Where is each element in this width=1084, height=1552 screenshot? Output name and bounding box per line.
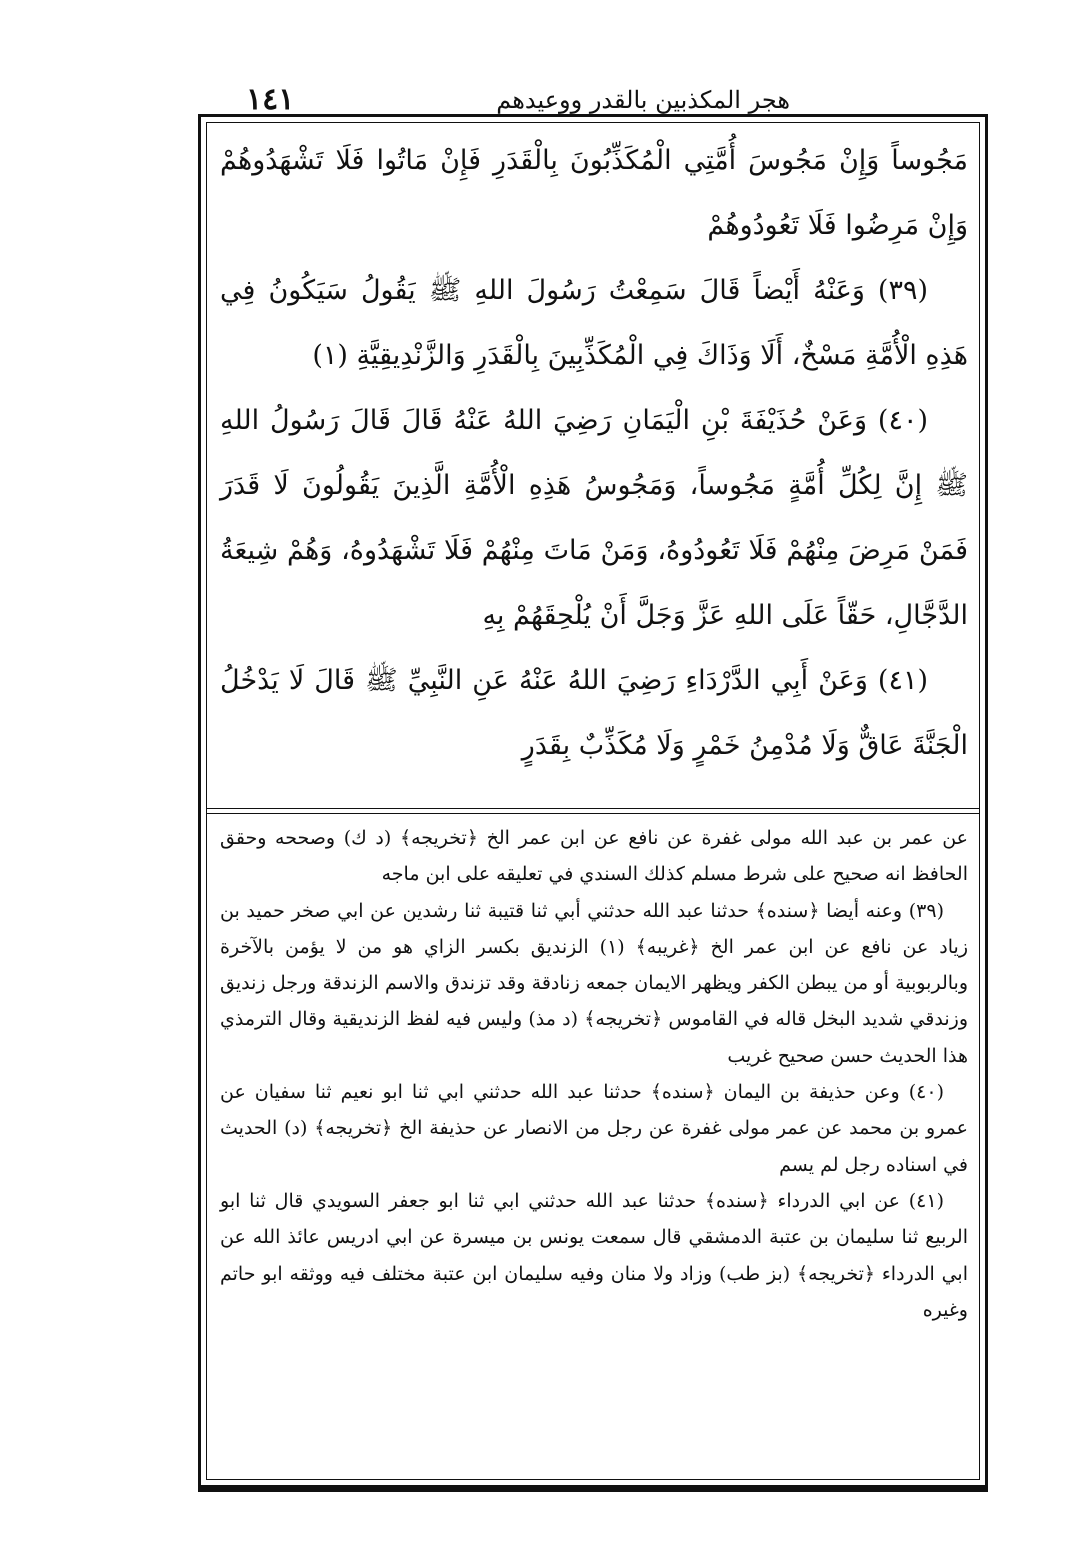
footnote-40: (٤٠) وعن حذيفة بن اليمان ﴿سنده﴾ حدثنا عبد الله حدثني ابي ثنا ابو نعيم ثنا سفيان عن عمرو بن محمد عن عمر مولى غفرة عن رجل من الانصار عن حذيفة الخ ﴿تخريجه﴾ (د) الحديث في اسناده رجل لم يسم <box>220 1081 968 1176</box>
running-title: هجر المكذبين بالقدر ووعيدهم <box>496 86 790 114</box>
footnotes <box>220 820 968 1328</box>
main-text <box>220 128 968 778</box>
hadith-40: (٤٠) وَعَنْ حُذَيْفَةَ بْنِ الْيَمَانِ رَضِيَ اللهُ عَنْهُ قَالَ قَالَ رَسُولُ اللهِ ﷺ إِنَّ لِكُلِّ أُمَّةٍ مَجُوساً، وَمَجُوسُ هَذِهِ الْأُمَّةِ الَّذِينَ يَقُولُونَ لَا قَدَرَ فَمَنْ مَرِضَ مِنْهُمْ فَلَا تَعُودُوهُ، وَمَنْ مَاتَ مِنْهُمْ فَلَا تَشْهَدُوهُ، وَهُمْ شِيعَةُ الدَّجَّالِ، حَقّاً عَلَى اللهِ عَزَّ وَجَلَّ أَنْ يُلْحِقَهُمْ بِهِ <box>220 405 968 631</box>
footnote-38: عن عمر بن عبد الله مولى غفرة عن نافع عن ابن عمر الخ ﴿تخريجه﴾ (د ك) وصححه وحقق الحافظ انه صحيح على شرط مسلم كذلك السندي في تعليقه على ابن ماجه <box>220 827 968 886</box>
page-header <box>230 82 790 118</box>
footnote-divider <box>206 808 980 814</box>
page-number: ١٤١ <box>246 82 295 117</box>
main-paragraph: مَجُوساً وَإِنْ مَجُوسَ أُمَّتِي الْمُكَذِّبُونَ بِالْقَدَرِ فَإِنْ مَاتُوا فَلَا تَشْهَدُوهُمْ وَإِنْ مَرِضُوا فَلَا تَعُودُوهُمْ <box>220 145 968 241</box>
bottom-rule <box>198 1488 988 1492</box>
hadith-41: (٤١) وَعَنْ أَبِي الدَّرْدَاءِ رَضِيَ اللهُ عَنْهُ عَنِ النَّبِيِّ ﷺ قَالَ لَا يَدْخُلُ الْجَنَّةَ عَاقٌّ وَلَا مُدْمِنُ خَمْرٍ وَلَا مُكَذِّبٌ بِقَدَرٍ <box>220 665 968 761</box>
footnote-41: (٤١) عن ابي الدرداء ﴿سنده﴾ حدثنا عبد الله حدثني ابي ثنا ابو جعفر السويدي قال ثنا ابو الربيع ثنا سليمان بن عتبة الدمشقي قال سمعت يونس بن ميسرة عن ابي ادريس عائذ الله عن ابي الدرداء ﴿تخريجه﴾ (بز طب) وزاد ولا منان وفيه سليمان ابن عتبة مختلف فيه ووثقه ابو حاتم وغيره <box>220 1189 968 1321</box>
hadith-39: (٣٩) وَعَنْهُ أَيْضاً قَالَ سَمِعْتُ رَسُولَ اللهِ ﷺ يَقُولُ سَيَكُونُ فِي هَذِهِ الْأُمَّةِ مَسْخٌ، أَلَا وَذَاكَ فِي الْمُكَذِّبِينَ بِالْقَدَرِ وَالزَّنْدِيقِيَّةِ (١) <box>220 275 968 371</box>
footnote-39: (٣٩) وعنه أيضا ﴿سنده﴾ حدثنا عبد الله حدثني أبي ثنا قتيبة ثنا رشدين عن ابي صخر حميد بن زياد عن نافع عن ابن عمر الخ ﴿غريبه﴾ (١) الزنديق بكسر الزاي هو من لا يؤمن بالآخرة وبالربوبية أو من يبطن الكفر ويظهر الايمان جمعه زنادقة وقد تزندق والاسم الزندقة ورجل زنديق وزندقي شديد البخل قاله في القاموس ﴿تخريجه﴾ (د مذ) وليس فيه لفظ الزنديقية وقال الترمذي هذا الحديث حسن صحيح غريب <box>220 899 968 1067</box>
